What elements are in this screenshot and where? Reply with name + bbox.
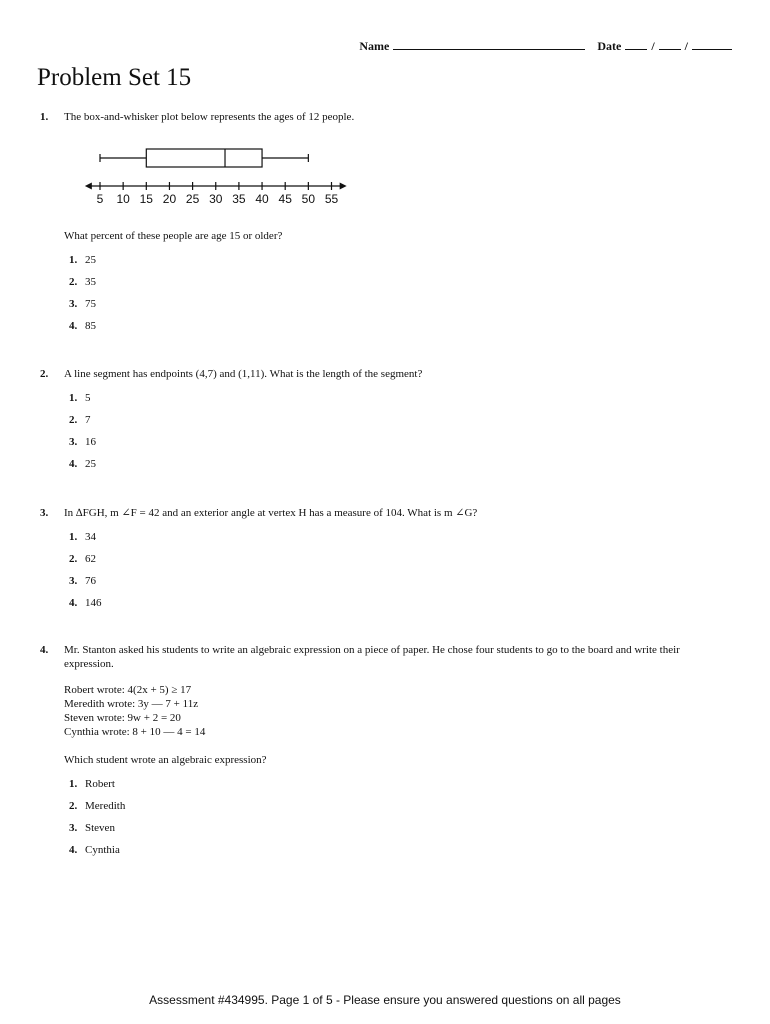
header [359, 38, 732, 54]
answer-choice[interactable]: 2. 7 [69, 414, 91, 426]
axis-tick-label: 40 [255, 192, 269, 206]
expression-line: Cynthia wrote: 8 + 10 — 4 = 14 [64, 726, 206, 738]
date-label: Date [597, 39, 622, 53]
axis-tick-label: 30 [209, 192, 223, 206]
expression-line: Meredith wrote: 3y — 7 + 11z [64, 698, 199, 710]
answer-choice[interactable]: 3. 16 [69, 436, 96, 448]
answer-choice[interactable]: 3. Steven [69, 822, 115, 834]
answer-choice[interactable]: 3. 75 [69, 298, 96, 310]
answer-choice[interactable]: 4. 146 [69, 597, 102, 609]
date-slash: / [684, 39, 688, 53]
expression-line: Robert wrote: 4(2x + 5) ≥ 17 [64, 684, 192, 696]
question-4 [40, 643, 730, 865]
page-footer: Assessment #434995. Page 1 of 5 - Please ensure you answered questions on all pages [149, 993, 621, 1007]
answer-choice[interactable]: 2. 62 [69, 553, 96, 565]
question-number: 3. [40, 507, 49, 519]
answer-choices [69, 253, 730, 341]
question-1-followup-block [40, 229, 730, 341]
number-line [85, 182, 347, 206]
date-month-blank[interactable] [625, 38, 647, 50]
axis-arrow-right [340, 183, 347, 190]
question-followup: What percent of these people are age 15 or older? [64, 230, 283, 242]
date-day-blank[interactable] [659, 38, 681, 50]
axis-arrow-left [85, 183, 92, 190]
axis-tick-label: 25 [185, 192, 200, 206]
expression-line: Steven wrote: 9w + 2 = 20 [64, 712, 181, 724]
question-number: 4. [40, 644, 49, 656]
question-number: 2. [40, 368, 49, 380]
date-year-blank[interactable] [692, 38, 732, 50]
box-iqr [146, 149, 262, 167]
axis-tick-label: 10 [116, 192, 130, 206]
question-followup: Which student wrote an algebraic expression? [64, 754, 267, 766]
box-whisker-plot [60, 140, 370, 210]
answer-choices [69, 391, 730, 479]
axis-tick-label: 50 [301, 192, 316, 206]
axis-tick-label: 15 [139, 192, 153, 206]
question-stem: In ∆FGH, m ∠F = 42 and an exterior angle at vertex H has a measure of 104. What is m ∠G? [64, 507, 478, 519]
answer-choice[interactable]: 1. 5 [69, 392, 91, 404]
axis-tick-label: 35 [232, 192, 246, 206]
box-plot-marks [100, 149, 308, 167]
answer-choice[interactable]: 2. 35 [69, 276, 96, 288]
answer-choice[interactable]: 1. Robert [69, 778, 115, 790]
answer-choice[interactable]: 1. 34 [69, 531, 96, 543]
axis-tick-label: 55 [324, 192, 339, 206]
answer-choice[interactable]: 1. 25 [69, 254, 96, 266]
date-slash: / [651, 39, 655, 53]
answer-choices [69, 777, 730, 865]
answer-choice[interactable]: 2. Meredith [69, 800, 126, 812]
axis-tick-label: 20 [162, 192, 177, 206]
answer-choices [69, 530, 730, 618]
answer-choice[interactable]: 4. 25 [69, 458, 96, 470]
question-stem: A line segment has endpoints (4,7) and (1,11). What is the length of the segment? [64, 368, 423, 380]
answer-choice[interactable]: 3. 76 [69, 575, 96, 587]
question-stem: Mr. Stanton asked his students to write an algebraic expression on a piece of paper. He chose four students to go to the board and write their expression. [64, 644, 680, 670]
axis-tick-label: 5 [96, 192, 104, 206]
page-title: Problem Set 15 [37, 64, 192, 91]
answer-choice[interactable]: 4. Cynthia [69, 844, 120, 856]
question-stem: The box-and-whisker plot below represents the ages of 12 people. [64, 111, 355, 123]
question-number: 1. [40, 111, 49, 123]
answer-choice[interactable]: 4. 85 [69, 320, 96, 332]
name-blank[interactable] [393, 38, 585, 50]
student-expressions [64, 683, 730, 739]
axis-tick-label: 45 [278, 192, 292, 206]
question-2 [40, 367, 730, 479]
name-label: Name [359, 39, 390, 53]
question-1 [40, 110, 730, 124]
question-3 [40, 506, 730, 618]
